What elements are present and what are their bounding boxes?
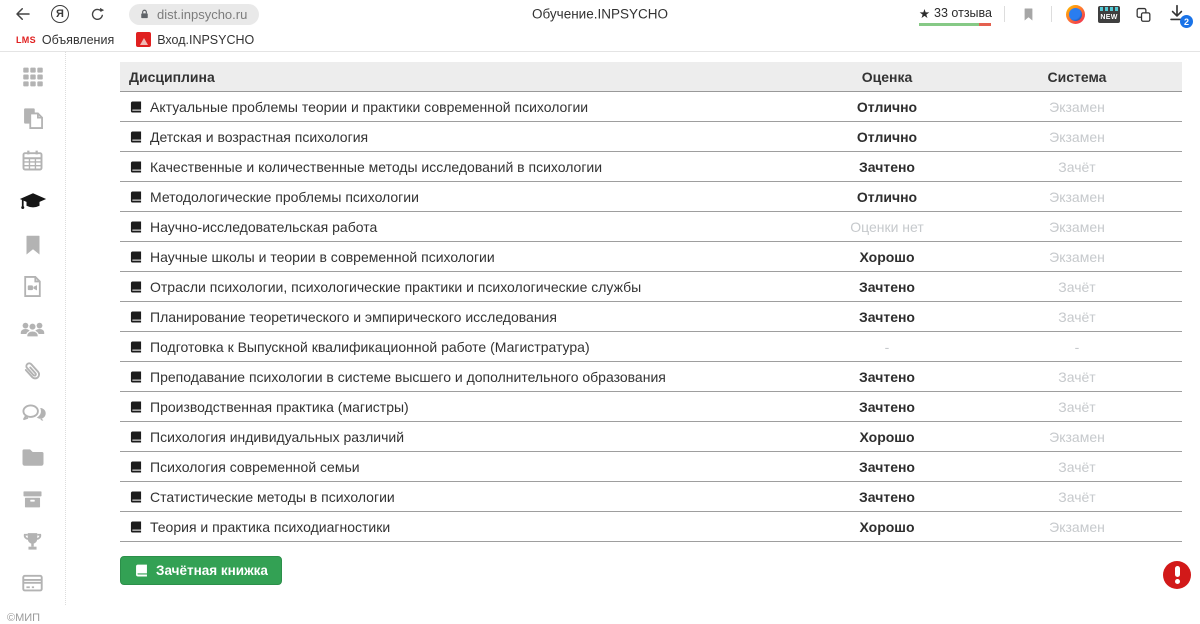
downloads-button[interactable]: [1166, 2, 1190, 26]
trophy-icon: [19, 528, 46, 555]
star-icon: ★: [918, 6, 931, 21]
table-row: [120, 272, 1182, 302]
main-content: [66, 52, 1200, 605]
grade-value: Зачтено: [859, 278, 915, 295]
book-icon: [129, 250, 143, 264]
system-value: Экзамен: [1049, 428, 1105, 445]
table-row: [120, 152, 1182, 182]
yandex-button[interactable]: [49, 3, 71, 25]
book-icon: [129, 220, 143, 234]
grade-value: Зачтено: [859, 488, 915, 505]
discipline-label: Отрасли психологии, психологические практики и психологические службы: [150, 278, 642, 295]
sidebar-item-media[interactable]: [19, 273, 47, 300]
discipline-label: Преподавание психологии в системе высшего и дополнительного образования: [150, 368, 666, 385]
table-row: [120, 512, 1182, 542]
system-value: Экзамен: [1049, 518, 1105, 535]
discipline-cell[interactable]: [120, 339, 802, 355]
grade-value: Зачтено: [859, 458, 915, 475]
grade-value: Зачтено: [859, 308, 915, 325]
discipline-cell[interactable]: [120, 99, 802, 115]
discipline-label: Научные школы и теории в современной психологии: [150, 248, 495, 265]
browser-toolbar: [0, 0, 1200, 28]
grade-value: Отлично: [856, 128, 918, 145]
book-icon: [129, 160, 143, 174]
folder-icon: [19, 443, 47, 471]
bookmark-item-announcements[interactable]: [10, 33, 120, 47]
discipline-label: Психология индивидуальных различий: [150, 428, 405, 445]
bookmark-button[interactable]: [1017, 3, 1039, 25]
divider: [1004, 6, 1005, 22]
discipline-cell[interactable]: [120, 159, 802, 175]
sidebar-item-courses[interactable]: [19, 189, 47, 217]
book-icon: [134, 563, 149, 578]
bookmark-item-login[interactable]: [130, 32, 260, 47]
header-system: Система: [1047, 68, 1107, 85]
system-value: Экзамен: [1049, 98, 1105, 115]
sidebar-item-folders[interactable]: [19, 443, 47, 471]
system-value: Зачёт: [1058, 308, 1096, 325]
grade-value: Зачтено: [859, 368, 915, 385]
book-icon: [129, 130, 143, 144]
discipline-label: Психология современной семьи: [150, 458, 360, 475]
divider: [1051, 6, 1052, 22]
grade-value: Зачтено: [859, 398, 915, 415]
grade-value: Хорошо: [859, 518, 915, 535]
graduation-cap-icon: [18, 188, 48, 218]
refresh-button[interactable]: [86, 3, 108, 25]
grade-value: Оценки нет: [850, 218, 924, 235]
chat-icon: [19, 400, 47, 428]
system-value: Экзамен: [1049, 218, 1105, 235]
book-icon: [129, 340, 143, 354]
grade-value: Хорошо: [859, 428, 915, 445]
table-row: [120, 302, 1182, 332]
discipline-label: Теория и практика психодиагностики: [150, 518, 391, 535]
table-row: [120, 452, 1182, 482]
bookmark-icon: [20, 232, 46, 258]
table-row: [120, 122, 1182, 152]
book-icon: [129, 490, 143, 504]
rating-bar: [919, 23, 991, 26]
book-icon: [129, 460, 143, 474]
bookmark-label: Вход.INPSYCHO: [157, 32, 255, 47]
system-value: Зачёт: [1058, 488, 1096, 505]
archive-box-icon: [19, 486, 46, 513]
card-icon: [19, 570, 46, 597]
documents-icon: [19, 105, 46, 132]
discipline-cell[interactable]: [120, 219, 802, 235]
discipline-label: Статистические методы в психологии: [150, 488, 395, 505]
system-value: Экзамен: [1049, 248, 1105, 265]
lms-favicon: LMS: [16, 34, 36, 45]
book-icon: [129, 100, 143, 114]
book-icon: [129, 370, 143, 384]
sidebar-item-archive[interactable]: [19, 486, 47, 513]
page-title: Обучение.INPSYCHO: [532, 6, 668, 22]
system-value: Экзамен: [1049, 188, 1105, 205]
collections-icon: [1134, 5, 1153, 24]
discipline-cell[interactable]: [120, 249, 802, 265]
system-value: -: [1074, 338, 1080, 355]
sidebar-item-documents[interactable]: [19, 105, 47, 132]
book-icon: [129, 190, 143, 204]
sidebar-item-users[interactable]: [19, 315, 47, 343]
discipline-cell[interactable]: [120, 429, 802, 445]
new-badge-icon: NEW: [1098, 6, 1120, 23]
discipline-cell[interactable]: [120, 129, 802, 145]
system-value: Зачёт: [1058, 158, 1096, 175]
table-row: [120, 92, 1182, 122]
discipline-label: Производственная практика (магистры): [150, 398, 409, 415]
users-icon: [18, 315, 47, 344]
grade-value: Отлично: [856, 188, 918, 205]
grades-table: [120, 62, 1182, 542]
table-row: [120, 392, 1182, 422]
grade-value: Отлично: [856, 98, 918, 115]
book-icon: [129, 400, 143, 414]
table-body: [120, 92, 1182, 542]
bookmarks-bar: [0, 28, 1200, 52]
book-icon: [129, 520, 143, 534]
browser-extension-button[interactable]: [1064, 3, 1086, 25]
table-row: [120, 422, 1182, 452]
book-icon: [129, 310, 143, 324]
book-icon: [129, 280, 143, 294]
alert-notification-icon[interactable]: [1163, 561, 1191, 589]
discipline-cell[interactable]: [120, 459, 802, 475]
discipline-cell[interactable]: [120, 519, 802, 535]
discipline-label: Подготовка к Выпускной квалификационной работе (Магистратура): [150, 338, 590, 355]
site-reviews[interactable]: [919, 3, 992, 26]
copyright-label: ©МИП: [7, 612, 41, 624]
discipline-label: Планирование теоретического и эмпирического исследования: [150, 308, 557, 325]
header-discipline: Дисциплина: [129, 68, 215, 85]
sidebar-item-bookmarks[interactable]: [19, 232, 47, 258]
calendar-icon: [19, 147, 46, 174]
sidebar-item-grid[interactable]: [19, 64, 47, 90]
header-grade: Оценка: [861, 68, 913, 85]
sidebar-item-calendar[interactable]: [19, 147, 47, 174]
table-row: [120, 482, 1182, 512]
table-row: [120, 362, 1182, 392]
grade-value: Хорошо: [859, 248, 915, 265]
url-text: dist.inpsycho.ru: [157, 6, 248, 22]
system-value: Зачёт: [1058, 278, 1096, 295]
book-icon: [129, 430, 143, 444]
address-bar[interactable]: [129, 4, 259, 25]
table-row: [120, 332, 1182, 362]
system-value: Экзамен: [1049, 128, 1105, 145]
new-feature-button[interactable]: [1098, 3, 1120, 25]
discipline-label: Научно-исследовательская работа: [150, 218, 378, 235]
discipline-cell[interactable]: [120, 189, 802, 205]
discipline-label: Актуальные проблемы теории и практики современной психологии: [150, 98, 589, 115]
discipline-cell[interactable]: [120, 399, 802, 415]
grade-value: Зачтено: [859, 158, 915, 175]
mip-favicon: [136, 32, 151, 47]
gradebook-button[interactable]: Зачётная книжка: [120, 556, 282, 585]
table-row: [120, 212, 1182, 242]
sidebar-item-card[interactable]: [19, 570, 47, 597]
yandex-icon: Я: [51, 5, 69, 23]
collections-button[interactable]: [1132, 3, 1154, 25]
discipline-cell[interactable]: [120, 369, 802, 385]
discipline-label: Качественные и количественные методы исследований в психологии: [150, 158, 603, 175]
sidebar-item-achievements[interactable]: [19, 528, 47, 555]
refresh-icon: [89, 6, 106, 23]
grade-value: -: [884, 338, 890, 355]
sidebar-item-attachments[interactable]: [19, 358, 47, 385]
discipline-label: Методологические проблемы психологии: [150, 188, 419, 205]
table-row: [120, 182, 1182, 212]
discipline-cell[interactable]: [120, 309, 802, 325]
reviews-label: 33 отзыва: [934, 6, 992, 20]
lock-icon: [138, 8, 151, 21]
system-value: Зачёт: [1058, 458, 1096, 475]
back-button[interactable]: [12, 3, 34, 25]
paperclip-icon: [19, 358, 46, 385]
downloads-count-badge: 2: [1180, 15, 1193, 28]
sidebar: [0, 52, 66, 624]
discipline-cell[interactable]: [120, 279, 802, 295]
bookmark-flag-icon: [1020, 6, 1037, 23]
colorful-circle-icon: [1066, 5, 1085, 24]
system-value: Зачёт: [1058, 398, 1096, 415]
discipline-cell[interactable]: [120, 489, 802, 505]
video-file-icon: [19, 273, 46, 300]
back-arrow-icon: [14, 5, 32, 23]
table-row: [120, 242, 1182, 272]
system-value: Зачёт: [1058, 368, 1096, 385]
discipline-label: Детская и возрастная психология: [150, 128, 369, 145]
bookmark-label: Объявления: [41, 32, 115, 47]
table-header: [120, 62, 1182, 92]
sidebar-item-messages[interactable]: [19, 400, 47, 428]
grid-icon: [20, 64, 46, 90]
